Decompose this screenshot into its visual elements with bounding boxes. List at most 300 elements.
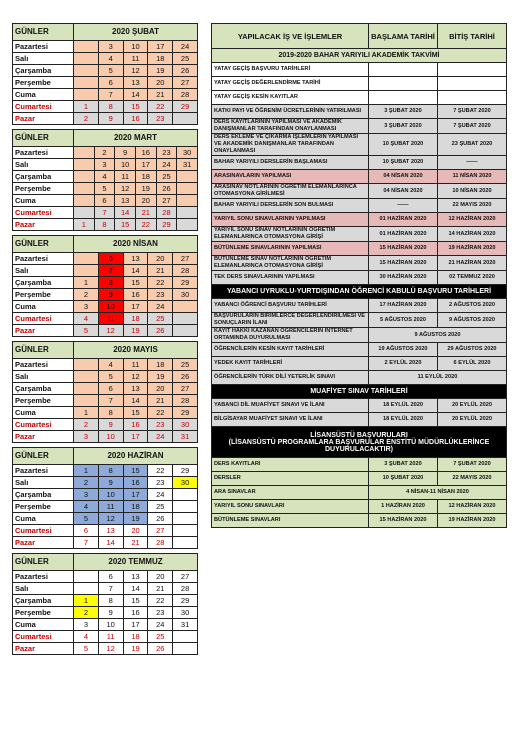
date-cell: 22 bbox=[148, 595, 173, 607]
week-row bbox=[13, 383, 198, 395]
date-cell bbox=[74, 571, 99, 583]
date-cell bbox=[74, 159, 95, 171]
date-cell: 30 bbox=[173, 607, 198, 619]
day-name: Pazar bbox=[13, 431, 74, 443]
month-title: 2020 MAYIS bbox=[74, 342, 198, 359]
section-label-main: LİSANSÜSTÜ BAŞVURULARI bbox=[310, 431, 408, 439]
date-cell bbox=[173, 513, 198, 525]
date-cell: 15 bbox=[123, 465, 148, 477]
task-name: KAYIT HAKKI KAZANAN ÖĞRENCİLERİN İNTERNET ORTAMINDA DUYURULMASI bbox=[212, 328, 369, 343]
calendar-table bbox=[211, 23, 507, 528]
week-row bbox=[13, 631, 198, 643]
end-date: 10 NİSAN 2020 bbox=[438, 184, 507, 199]
calendar-row bbox=[212, 357, 507, 371]
section-label bbox=[212, 427, 507, 458]
day-name: Perşembe bbox=[13, 183, 74, 195]
week-row bbox=[13, 89, 198, 101]
calendar-row bbox=[212, 256, 507, 271]
date-cell bbox=[74, 65, 99, 77]
date-cell: 16 bbox=[123, 477, 148, 489]
task-name: YATAY GEÇİŞ BAŞVURU TARİHLERİ bbox=[212, 63, 369, 77]
week-row bbox=[13, 147, 198, 159]
date-cell bbox=[74, 195, 95, 207]
task-name: ARASINAVLARIN YAPILMASI bbox=[212, 170, 369, 184]
start-date: 01 HAZİRAN 2020 bbox=[369, 213, 438, 227]
date-cell: 23 bbox=[148, 607, 173, 619]
task-name: YARIYIL SONU SINAVLARININ YAPILMASI bbox=[212, 213, 369, 227]
date-cell: 26 bbox=[148, 325, 173, 337]
start-date: 2 EYLÜL 2020 bbox=[369, 357, 438, 371]
date-cell: 18 bbox=[123, 313, 148, 325]
end-date: 9 AĞUSTOS 2020 bbox=[438, 313, 507, 328]
day-name: Pazartesi bbox=[13, 359, 74, 371]
date-cell: 3 bbox=[74, 489, 99, 501]
date-cell: 23 bbox=[148, 477, 173, 489]
day-name: Pazar bbox=[13, 325, 74, 337]
start-date: 04 NİSAN 2020 bbox=[369, 170, 438, 184]
month-header bbox=[13, 24, 198, 41]
start-date: 17 HAZİRAN 2020 bbox=[369, 299, 438, 313]
start-date: 30 HAZİRAN 2020 bbox=[369, 271, 438, 285]
date-cell: 11 bbox=[98, 631, 123, 643]
section-label: MUAFİYET SINAV TARİHLERİ bbox=[212, 385, 507, 399]
date-cell bbox=[173, 643, 198, 655]
date-cell: 28 bbox=[173, 583, 198, 595]
calendar-row bbox=[212, 134, 507, 156]
task-name: YABANCI DİL MUAFİYET SINAVI VE İLANI bbox=[212, 399, 369, 413]
date-cell bbox=[173, 313, 198, 325]
date-cell: 17 bbox=[148, 41, 173, 53]
day-name: Pazar bbox=[13, 113, 74, 125]
col-start: BAŞLAMA TARİHİ bbox=[369, 24, 438, 49]
start-date: 15 HAZİRAN 2020 bbox=[369, 242, 438, 256]
month-header bbox=[13, 342, 198, 359]
month-title: 2020 NİSAN bbox=[74, 236, 198, 253]
date-cell: 20 bbox=[123, 525, 148, 537]
date-cell: 24 bbox=[148, 489, 173, 501]
calendar-row bbox=[212, 184, 507, 199]
date-cell: 25 bbox=[173, 359, 198, 371]
date-cell: 5 bbox=[98, 65, 123, 77]
week-row bbox=[13, 395, 198, 407]
date-cell: 19 bbox=[148, 371, 173, 383]
date-cell bbox=[74, 53, 99, 65]
date-cell: 25 bbox=[148, 313, 173, 325]
day-name: Perşembe bbox=[13, 77, 74, 89]
date-cell: 14 bbox=[123, 583, 148, 595]
monthly-calendars bbox=[12, 23, 198, 659]
end-date: 23 ŞUBAT 2020 bbox=[438, 134, 507, 156]
date-cell: 16 bbox=[123, 419, 148, 431]
week-row bbox=[13, 265, 198, 277]
date-cell: 18 bbox=[123, 501, 148, 513]
date-cell: 13 bbox=[123, 77, 148, 89]
date-cell bbox=[173, 489, 198, 501]
date-cell: 25 bbox=[156, 171, 177, 183]
date-cell: 15 bbox=[123, 595, 148, 607]
week-row bbox=[13, 195, 198, 207]
week-row bbox=[13, 325, 198, 337]
end-date: 12 HAZİRAN 2020 bbox=[438, 213, 507, 227]
start-date: 15 HAZİRAN 2020 bbox=[369, 514, 438, 528]
week-row bbox=[13, 77, 198, 89]
date-cell: 27 bbox=[173, 383, 198, 395]
day-name: Çarşamba bbox=[13, 65, 74, 77]
day-name: Cumartesi bbox=[13, 419, 74, 431]
end-date: 7 ŞUBAT 2020 bbox=[438, 105, 507, 119]
date-cell: 20 bbox=[148, 571, 173, 583]
date-cell: 27 bbox=[156, 195, 177, 207]
task-name: DERS EKLEME VE ÇIKARMA İŞLEMLERİN YAPILMASI VE AKADEMİK DANIŞMANLAR TARAFINDAN ONAYLANMASI bbox=[212, 134, 369, 156]
start-date: 18 EYLÜL 2020 bbox=[369, 413, 438, 427]
week-row bbox=[13, 419, 198, 431]
section-title bbox=[212, 385, 507, 399]
calendar-row bbox=[212, 486, 507, 500]
day-name: Çarşamba bbox=[13, 277, 74, 289]
day-name: Cumartesi bbox=[13, 101, 74, 113]
date-cell: 2 bbox=[94, 147, 115, 159]
date-cell bbox=[74, 359, 99, 371]
day-name: Pazartesi bbox=[13, 41, 74, 53]
week-row bbox=[13, 525, 198, 537]
date-cell: 18 bbox=[123, 631, 148, 643]
start-date: 19 AĞUSTOS 2020 bbox=[369, 343, 438, 357]
date-cell: 1 bbox=[74, 407, 99, 419]
date-cell: 14 bbox=[115, 207, 136, 219]
date-cell: 22 bbox=[135, 219, 156, 231]
date-cell: 27 bbox=[173, 571, 198, 583]
date-cell: 4 bbox=[74, 631, 99, 643]
day-name: Perşembe bbox=[13, 607, 74, 619]
week-row bbox=[13, 431, 198, 443]
days-label: GÜNLER bbox=[13, 554, 74, 571]
date-cell bbox=[74, 207, 95, 219]
date-cell: 4 bbox=[74, 313, 99, 325]
task-name: DERSLER bbox=[212, 472, 369, 486]
date-cell: 2 bbox=[74, 113, 99, 125]
date-cell: 28 bbox=[173, 89, 198, 101]
week-row bbox=[13, 513, 198, 525]
date-cell: 30 bbox=[173, 419, 198, 431]
start-date: 10 ŞUBAT 2020 bbox=[369, 156, 438, 170]
date-cell: 5 bbox=[74, 325, 99, 337]
date-cell: 26 bbox=[156, 183, 177, 195]
end-date: 19 HAZİRAN 2020 bbox=[438, 514, 507, 528]
date-cell: 16 bbox=[123, 607, 148, 619]
col-task: YAPILACAK İŞ VE İŞLEMLER bbox=[212, 24, 369, 49]
date-cell: 3 bbox=[74, 619, 99, 631]
month-table bbox=[12, 553, 198, 655]
date-cell: 27 bbox=[148, 525, 173, 537]
date-cell: 4 bbox=[98, 53, 123, 65]
calendar-row bbox=[212, 242, 507, 256]
week-row bbox=[13, 501, 198, 513]
end-date: 11 NİSAN 2020 bbox=[438, 170, 507, 184]
date-cell: 23 bbox=[148, 289, 173, 301]
date-cell: 10 bbox=[115, 159, 136, 171]
task-name: YATAY GEÇİŞ DEĞERLENDİRME TARİHİ bbox=[212, 77, 369, 91]
date-cell: 29 bbox=[173, 101, 198, 113]
week-row bbox=[13, 171, 198, 183]
end-date: 22 MAYIS 2020 bbox=[438, 199, 507, 213]
month-title: 2020 TEMMUZ bbox=[74, 554, 198, 571]
date-cell: 26 bbox=[148, 643, 173, 655]
date-cell: 28 bbox=[173, 395, 198, 407]
month-table bbox=[12, 235, 198, 337]
date-cell: 15 bbox=[123, 407, 148, 419]
day-name: Pazartesi bbox=[13, 147, 74, 159]
date-cell: 6 bbox=[74, 525, 99, 537]
calendar-row bbox=[212, 199, 507, 213]
date-cell: 14 bbox=[123, 265, 148, 277]
date-cell: 7 bbox=[74, 537, 99, 549]
task-name: ÖĞRENCİLERİN TÜRK DİLİ YETERLİK SINAVI bbox=[212, 371, 369, 385]
start-date: 1 HAZİRAN 2020 bbox=[369, 500, 438, 514]
date-cell: 2 bbox=[74, 419, 99, 431]
task-name: DERS KAYITLARININ YAPILMASI VE AKADEMİK DANIŞMANLAR TARAFINDAN ONAYLANMASI bbox=[212, 119, 369, 134]
date-cell: 29 bbox=[156, 219, 177, 231]
date-cell: 9 bbox=[98, 289, 123, 301]
date-cell: 17 bbox=[135, 159, 156, 171]
date-cell: 12 bbox=[123, 371, 148, 383]
date-cell: 19 bbox=[123, 325, 148, 337]
task-name: TEK DERS SINAVLARININ YAPILMASI bbox=[212, 271, 369, 285]
end-date: 02 TEMMUZ 2020 bbox=[438, 271, 507, 285]
start-date: 3 ŞUBAT 2020 bbox=[369, 119, 438, 134]
date-cell: 10 bbox=[98, 301, 123, 313]
calendar-row bbox=[212, 514, 507, 528]
task-name: BÜTÜNLEME SINAV NOTLARININ ÖĞRETİM ELEMANLARINCA OTOMASYONA GİRİŞİ bbox=[212, 256, 369, 271]
date-cell: 24 bbox=[148, 301, 173, 313]
days-label: GÜNLER bbox=[13, 448, 74, 465]
date-cell bbox=[74, 253, 99, 265]
date-cell: 28 bbox=[148, 537, 173, 549]
day-name: Salı bbox=[13, 53, 74, 65]
date-cell: 8 bbox=[98, 407, 123, 419]
date-cell: 18 bbox=[135, 171, 156, 183]
calendar-row bbox=[212, 91, 507, 105]
start-date: 01 HAZİRAN 2020 bbox=[369, 227, 438, 242]
calendar-row bbox=[212, 170, 507, 184]
day-name: Perşembe bbox=[13, 289, 74, 301]
date-cell: 30 bbox=[177, 147, 198, 159]
task-name: ÖĞRENCİLERİN KESİN KAYIT TARİHLERİ bbox=[212, 343, 369, 357]
task-name: YABANCI ÖĞRENCİ BAŞVURU TARİHLERİ bbox=[212, 299, 369, 313]
day-name: Salı bbox=[13, 265, 74, 277]
date-cell: 1 bbox=[74, 277, 99, 289]
date-cell: 23 bbox=[156, 147, 177, 159]
month-title: 2020 MART bbox=[74, 130, 198, 147]
date-cell bbox=[177, 195, 198, 207]
date-cell bbox=[177, 183, 198, 195]
days-label: GÜNLER bbox=[13, 236, 74, 253]
day-name: Perşembe bbox=[13, 501, 74, 513]
date-cell: 6 bbox=[98, 253, 123, 265]
start-date: 10 ŞUBAT 2020 bbox=[369, 134, 438, 156]
date-cell bbox=[74, 583, 99, 595]
date-cell: 8 bbox=[98, 101, 123, 113]
date-cell: 12 bbox=[115, 183, 136, 195]
end-date: 6 EYLÜL 2020 bbox=[438, 357, 507, 371]
date-cell: 11 bbox=[98, 501, 123, 513]
month-header bbox=[13, 448, 198, 465]
end-date bbox=[438, 77, 507, 91]
section-title bbox=[212, 285, 507, 299]
task-name: YARIYIL SONU SINAVLARI bbox=[212, 500, 369, 514]
date-cell: 8 bbox=[98, 277, 123, 289]
calendar-row bbox=[212, 105, 507, 119]
date-cell: 11 bbox=[115, 171, 136, 183]
date-cell: 31 bbox=[173, 619, 198, 631]
day-name: Salı bbox=[13, 371, 74, 383]
week-row bbox=[13, 183, 198, 195]
calendar-row bbox=[212, 472, 507, 486]
week-row bbox=[13, 371, 198, 383]
start-date: 3 ŞUBAT 2020 bbox=[369, 105, 438, 119]
end-date: 21 HAZİRAN 2020 bbox=[438, 256, 507, 271]
day-name: Pazartesi bbox=[13, 465, 74, 477]
task-name: YATAY GEÇİŞ KESİN KAYITLAR bbox=[212, 91, 369, 105]
academic-calendar bbox=[211, 23, 507, 528]
date-cell: 27 bbox=[173, 77, 198, 89]
date-cell: 31 bbox=[173, 431, 198, 443]
calendar-row bbox=[212, 328, 507, 343]
date-cell: 24 bbox=[173, 41, 198, 53]
date-cell: 20 bbox=[148, 383, 173, 395]
week-row bbox=[13, 643, 198, 655]
date-cell: 7 bbox=[98, 583, 123, 595]
date-cell: 19 bbox=[148, 65, 173, 77]
date-cell bbox=[74, 147, 95, 159]
day-name: Pazar bbox=[13, 537, 74, 549]
week-row bbox=[13, 253, 198, 265]
date-cell: 26 bbox=[148, 513, 173, 525]
day-name: Cuma bbox=[13, 195, 74, 207]
week-row bbox=[13, 65, 198, 77]
date-cell: 16 bbox=[123, 113, 148, 125]
date-cell: 17 bbox=[123, 301, 148, 313]
date-cell: 22 bbox=[148, 101, 173, 113]
date-cell: 14 bbox=[98, 537, 123, 549]
week-row bbox=[13, 277, 198, 289]
date-cell: 15 bbox=[123, 101, 148, 113]
date-cell: 25 bbox=[148, 501, 173, 513]
month-header bbox=[13, 236, 198, 253]
date-cell: 28 bbox=[156, 207, 177, 219]
date-cell: 29 bbox=[173, 595, 198, 607]
date-cell: 23 bbox=[148, 419, 173, 431]
task-name: YARIYIL SONU SINAV NOTLARININ ÖĞRETİM ELEMANLARINCA OTOMASYONA GİRİŞİ bbox=[212, 227, 369, 242]
start-date bbox=[369, 91, 438, 105]
date-cell: 7 bbox=[98, 395, 123, 407]
week-row bbox=[13, 53, 198, 65]
date-cell: 16 bbox=[135, 147, 156, 159]
calendar-row bbox=[212, 299, 507, 313]
calendar-row bbox=[212, 227, 507, 242]
date-cell: 21 bbox=[148, 265, 173, 277]
calendar-row bbox=[212, 213, 507, 227]
end-date bbox=[438, 63, 507, 77]
start-date: 3 ŞUBAT 2020 bbox=[369, 458, 438, 472]
date-cell: 7 bbox=[94, 207, 115, 219]
day-name: Pazar bbox=[13, 219, 74, 231]
calendar-row bbox=[212, 458, 507, 472]
days-label: GÜNLER bbox=[13, 342, 74, 359]
calendar-row bbox=[212, 156, 507, 170]
date-cell: 12 bbox=[123, 65, 148, 77]
start-date: 04 NİSAN 2020 bbox=[369, 184, 438, 199]
date-cell: 14 bbox=[123, 89, 148, 101]
date-cell: 9 bbox=[98, 113, 123, 125]
date-cell bbox=[173, 525, 198, 537]
month-header bbox=[13, 130, 198, 147]
date-cell: 26 bbox=[173, 65, 198, 77]
date-cell: 9 bbox=[115, 147, 136, 159]
date-cell: 4 bbox=[74, 501, 99, 513]
date-cell: 8 bbox=[98, 595, 123, 607]
month-table bbox=[12, 447, 198, 549]
date-cell: 8 bbox=[98, 465, 123, 477]
week-row bbox=[13, 101, 198, 113]
section-title bbox=[212, 49, 507, 63]
date-cell: 19 bbox=[123, 643, 148, 655]
date-cell: 1 bbox=[74, 595, 99, 607]
date-cell: 14 bbox=[123, 395, 148, 407]
end-date: 12 HAZİRAN 2020 bbox=[438, 500, 507, 514]
calendar-row bbox=[212, 77, 507, 91]
date-cell: 7 bbox=[98, 89, 123, 101]
date-cell bbox=[173, 537, 198, 549]
date-cell: 21 bbox=[148, 89, 173, 101]
end-date: 14 HAZİRAN 2020 bbox=[438, 227, 507, 242]
start-date: 15 HAZİRAN 2020 bbox=[369, 256, 438, 271]
date-cell: 17 bbox=[123, 431, 148, 443]
date-cell: 11 bbox=[123, 359, 148, 371]
date-cell bbox=[173, 301, 198, 313]
day-name: Salı bbox=[13, 159, 74, 171]
week-row bbox=[13, 301, 198, 313]
day-name: Pazartesi bbox=[13, 571, 74, 583]
end-date: 2 AĞUSTOS 2020 bbox=[438, 299, 507, 313]
week-row bbox=[13, 477, 198, 489]
date-cell: 25 bbox=[148, 631, 173, 643]
date-cell: 21 bbox=[148, 395, 173, 407]
days-label: GÜNLER bbox=[13, 130, 74, 147]
date-range: 11 EYLÜL 2020 bbox=[369, 371, 507, 385]
date-cell bbox=[74, 265, 99, 277]
date-cell bbox=[74, 77, 99, 89]
week-row bbox=[13, 41, 198, 53]
date-cell: 10 bbox=[123, 41, 148, 53]
date-cell: 6 bbox=[98, 77, 123, 89]
date-cell: 9 bbox=[98, 607, 123, 619]
date-cell: 15 bbox=[115, 219, 136, 231]
month-title: 2020 ŞUBAT bbox=[74, 24, 198, 41]
task-name: DERS KAYITLARI bbox=[212, 458, 369, 472]
month-title: 2020 HAZİRAN bbox=[74, 448, 198, 465]
day-name: Cuma bbox=[13, 513, 74, 525]
date-cell: 15 bbox=[123, 277, 148, 289]
date-cell: 1 bbox=[74, 465, 99, 477]
day-name: Pazar bbox=[13, 643, 74, 655]
week-row bbox=[13, 571, 198, 583]
date-cell: 22 bbox=[148, 277, 173, 289]
week-row bbox=[13, 489, 198, 501]
date-cell: 12 bbox=[98, 513, 123, 525]
date-cell: 28 bbox=[173, 265, 198, 277]
task-name: YEDEK KAYIT TARİHLERİ bbox=[212, 357, 369, 371]
date-cell: 18 bbox=[148, 359, 173, 371]
